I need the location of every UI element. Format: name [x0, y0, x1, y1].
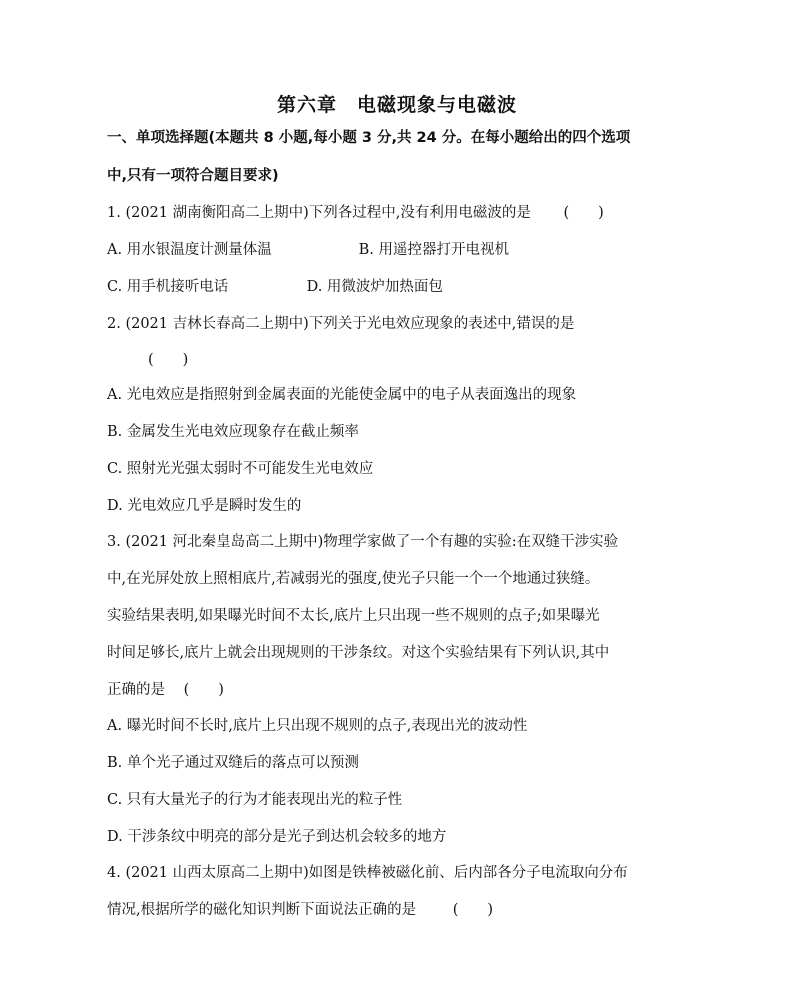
question-4-answer-blank: ( ) — [452, 902, 494, 918]
question-3-stem-line-1: 3. (2021 河北秦皇岛高二上期中)物理学家做了一个有趣的实验:在双缝干涉实验 — [107, 534, 619, 550]
question-1-option-a: A. 用水银温度计测量体温 — [107, 242, 272, 258]
section-heading-line-2: 中,只有一项符合题目要求) — [107, 168, 279, 184]
question-3-stem-line-3: 实验结果表明,如果曝光时间不太长,底片上只出现一些不规则的点子;如果曝光 — [107, 608, 600, 624]
question-3-option-b: B. 单个光子通过双缝后的落点可以预测 — [107, 755, 359, 771]
question-3-stem-line-5 — [107, 680, 224, 700]
question-3-option-c: C. 只有大量光子的行为才能表现出光的粒子性 — [107, 792, 403, 808]
question-2-option-a: A. 光电效应是指照射到金属表面的光能使金属中的电子从表面逸出的现象 — [107, 387, 577, 403]
question-3-stem-line-2: 中,在光屏处放上照相底片,若减弱光的强度,使光子只能一个一个地通过狭缝。 — [107, 571, 600, 587]
question-3-stem-text-end: 正确的是 — [107, 682, 165, 698]
question-1-option-d: D. 用微波炉加热面包 — [306, 279, 443, 295]
question-4-stem-text-end: 情况,根据所学的磁化知识判断下面说法正确的是 — [107, 902, 417, 918]
question-3-option-d: D. 干涉条纹中明亮的部分是光子到达机会较多的地方 — [107, 829, 447, 845]
question-2-option-b: B. 金属发生光电效应现象存在截止频率 — [107, 424, 359, 440]
question-1-option-b: B. 用遥控器打开电视机 — [358, 242, 509, 258]
question-4-stem-line-2 — [107, 900, 493, 920]
question-1-stem-text: 1. (2021 湖南衡阳高二上期中)下列各过程中,没有利用电磁波的是 — [107, 205, 531, 221]
question-1-options-row-2 — [107, 277, 443, 297]
question-1-stem — [107, 203, 604, 223]
question-2-option-d: D. 光电效应几乎是瞬时发生的 — [107, 498, 302, 514]
question-2-stem: 2. (2021 吉林长春高二上期中)下列关于光电效应现象的表述中,错误的是 — [107, 316, 575, 332]
chapter-title: 第六章 电磁现象与电磁波 — [276, 94, 517, 116]
question-1-options-row-1 — [107, 240, 509, 260]
question-4-stem-line-1: 4. (2021 山西太原高二上期中)如图是铁棒被磁化前、后内部各分子电流取向分布 — [107, 865, 628, 881]
question-3-answer-blank: ( ) — [183, 682, 224, 698]
question-3-option-a: A. 曝光时间不长时,底片上只出现不规则的点子,表现出光的波动性 — [107, 718, 528, 734]
question-3-stem-line-4: 时间足够长,底片上就会出现规则的干涉条纹。对这个实验结果有下列认识,其中 — [107, 645, 610, 661]
question-2-answer-blank: ( ) — [148, 352, 189, 368]
question-1-answer-blank: ( ) — [563, 205, 604, 221]
question-2-option-c: C. 照射光光强太弱时不可能发生光电效应 — [107, 461, 374, 477]
section-heading-line-1: 一、单项选择题(本题共 8 小题,每小题 3 分,共 24 分。在每小题给出的四个选项 — [107, 130, 631, 146]
question-1-option-c: C. 用手机接听电话 — [107, 279, 229, 295]
